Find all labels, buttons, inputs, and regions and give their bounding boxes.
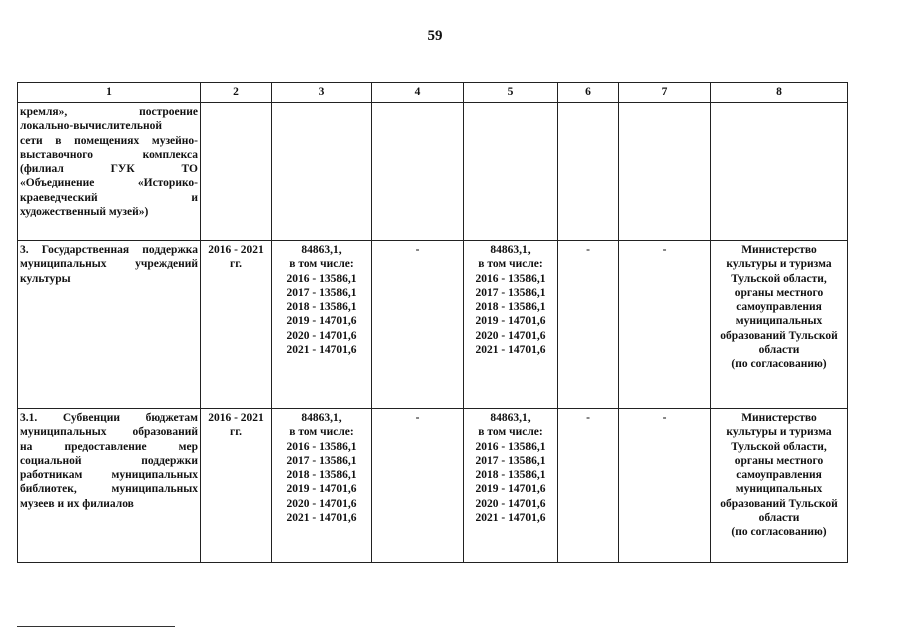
other-funding-cell: -	[619, 241, 711, 409]
executor-line: образований Тульской	[720, 329, 838, 342]
funding-line: 2017 - 13586,1	[286, 454, 357, 467]
table-row	[18, 241, 848, 409]
regional-funding-cell	[464, 103, 558, 241]
funding-line: в том числе:	[289, 258, 354, 271]
funding-line: в том числе:	[289, 426, 354, 439]
funding-line: 2019 - 14701,6	[286, 483, 357, 496]
header-cell-1: 1	[18, 83, 201, 103]
funding-line: в том числе:	[478, 258, 543, 271]
description-line: сети в помещениях музейно-	[20, 134, 198, 147]
description-line: на предоставление мер	[20, 440, 198, 453]
funding-line: 2021 - 14701,6	[475, 512, 546, 525]
federal-funding-cell	[372, 103, 464, 241]
funding-line: в том числе:	[478, 426, 543, 439]
other-funding-cell	[619, 103, 711, 241]
executor-cell	[711, 241, 848, 409]
description-line: локально-вычислительной	[20, 120, 163, 133]
executor-line: области	[758, 512, 800, 525]
header-cell-2: 2	[201, 83, 272, 103]
total-funding-cell	[272, 409, 372, 563]
description-line: кремля», построение	[20, 106, 198, 118]
executor-line: Тульской области,	[731, 440, 827, 453]
executor-line: культуры и туризма	[726, 258, 832, 271]
table-row	[18, 103, 848, 241]
table-row	[18, 409, 848, 563]
federal-funding-cell: -	[372, 409, 464, 563]
funding-line: 2019 - 14701,6	[286, 315, 357, 328]
other-funding-cell: -	[619, 409, 711, 563]
footnote-separator	[17, 626, 175, 627]
description-line: муниципальных образований	[20, 426, 198, 439]
executor-line: (по согласованию)	[731, 526, 827, 539]
funding-line: 84863,1,	[490, 244, 531, 256]
funding-line: 84863,1,	[490, 412, 531, 424]
program-table	[17, 82, 848, 563]
period-line: 2016 - 2021	[208, 412, 264, 424]
funding-line: 2020 - 14701,6	[475, 329, 546, 342]
header-cell-8: 8	[711, 83, 848, 103]
description-line: (филиал ГУК ТО	[20, 163, 198, 176]
description-line: 3.1. Субвенции бюджетам	[20, 412, 198, 424]
description-line: музеев и их филиалов	[20, 497, 134, 510]
executor-cell	[711, 409, 848, 563]
funding-line: 2021 - 14701,6	[286, 344, 357, 357]
description-line: выставочного комплекса	[20, 148, 198, 161]
executor-cell	[711, 103, 848, 241]
local-funding-cell	[558, 103, 619, 241]
funding-line: 2018 - 13586,1	[475, 301, 546, 314]
period-line: 2016 - 2021	[208, 244, 264, 256]
description-line: 3. Государственная поддержка	[20, 244, 198, 256]
executor-line: муниципальных	[735, 483, 823, 496]
description-line: «Объединение «Историко-	[20, 177, 198, 190]
header-cell-6: 6	[558, 83, 619, 103]
description-line: библиотек, муниципальных	[20, 483, 198, 496]
funding-line: 2020 - 14701,6	[286, 329, 357, 342]
executor-line: Министерство	[741, 244, 817, 256]
funding-line: 2017 - 13586,1	[475, 454, 546, 467]
period-cell	[201, 103, 272, 241]
executor-line: самоуправления	[736, 301, 822, 314]
funding-line: 2018 - 13586,1	[286, 301, 357, 314]
funding-line: 2019 - 14701,6	[475, 315, 546, 328]
period-line: гг.	[229, 426, 243, 439]
funding-line: 84863,1,	[301, 244, 342, 256]
header-cell-3: 3	[272, 83, 372, 103]
executor-line: Тульской области,	[731, 272, 827, 285]
funding-line: 2019 - 14701,6	[475, 483, 546, 496]
funding-line: 2016 - 13586,1	[286, 440, 357, 453]
table-header-row	[18, 83, 848, 103]
funding-line: 2017 - 13586,1	[475, 286, 546, 299]
funding-line: 2016 - 13586,1	[475, 440, 546, 453]
funding-line: 2021 - 14701,6	[475, 344, 546, 357]
executor-line: (по согласованию)	[731, 358, 827, 371]
executor-line: Министерство	[741, 412, 817, 424]
description-line: муниципальных учреждений	[20, 258, 198, 271]
description-line: социальной поддержки	[20, 454, 198, 467]
activity-description-cell	[18, 409, 201, 563]
header-cell-5: 5	[464, 83, 558, 103]
executor-line: области	[758, 344, 800, 357]
period-cell	[201, 241, 272, 409]
local-funding-cell: -	[558, 409, 619, 563]
total-funding-cell	[272, 103, 372, 241]
funding-line: 2017 - 13586,1	[286, 286, 357, 299]
executor-line: самоуправления	[736, 469, 822, 482]
description-line: художественный музей»)	[20, 206, 149, 219]
federal-funding-cell: -	[372, 241, 464, 409]
period-cell	[201, 409, 272, 563]
executor-line: органы местного	[734, 454, 824, 467]
executor-line: образований Тульской	[720, 497, 838, 510]
regional-funding-cell	[464, 241, 558, 409]
activity-description-cell	[18, 103, 201, 241]
funding-line: 2018 - 13586,1	[475, 469, 546, 482]
activity-description-cell	[18, 241, 201, 409]
header-cell-7: 7	[619, 83, 711, 103]
funding-line: 2020 - 14701,6	[286, 497, 357, 510]
funding-line: 2016 - 13586,1	[286, 272, 357, 285]
total-funding-cell	[272, 241, 372, 409]
executor-line: культуры и туризма	[726, 426, 832, 439]
description-line: работникам муниципальных	[20, 469, 198, 482]
funding-line: 2021 - 14701,6	[286, 512, 357, 525]
executor-line: муниципальных	[735, 315, 823, 328]
funding-line: 2020 - 14701,6	[475, 497, 546, 510]
executor-line: органы местного	[734, 286, 824, 299]
description-line: краеведческий и	[20, 191, 198, 204]
description-line: культуры	[20, 272, 71, 285]
funding-line: 84863,1,	[301, 412, 342, 424]
funding-line: 2016 - 13586,1	[475, 272, 546, 285]
local-funding-cell: -	[558, 241, 619, 409]
header-cell-4: 4	[372, 83, 464, 103]
funding-line: 2018 - 13586,1	[286, 469, 357, 482]
page-number: 59	[427, 28, 443, 44]
regional-funding-cell	[464, 409, 558, 563]
period-line: гг.	[229, 258, 243, 271]
